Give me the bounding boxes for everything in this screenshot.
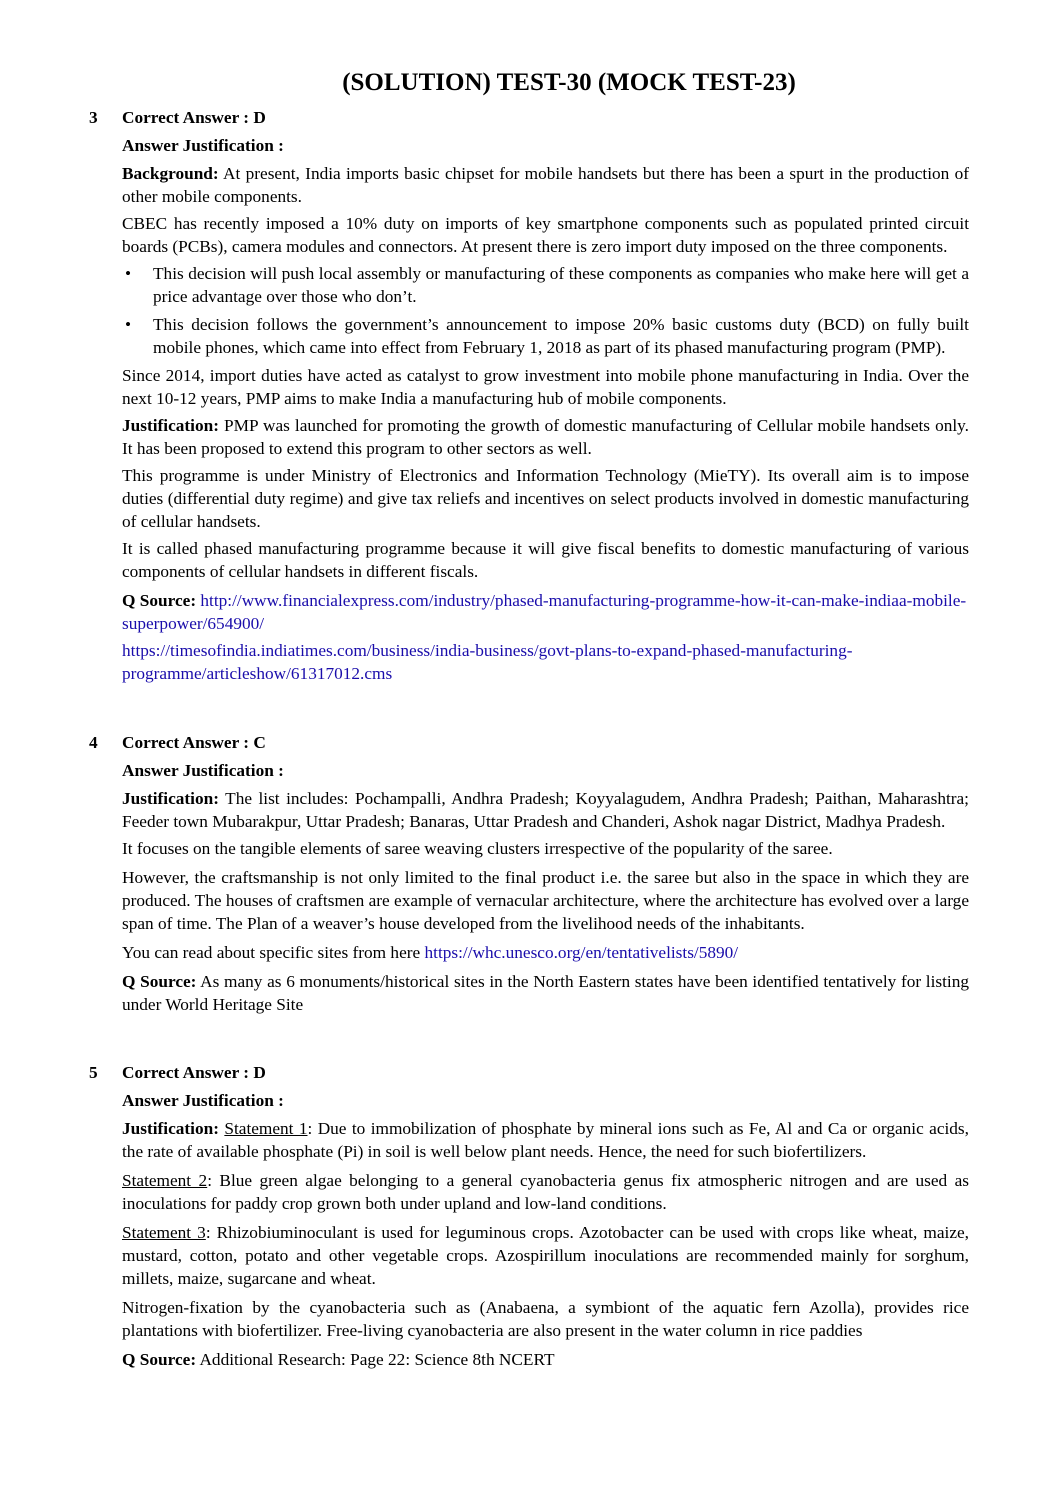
- answer-justification-heading: Answer Justification :: [122, 1091, 284, 1110]
- justification-label: Justification:: [122, 1119, 219, 1138]
- list-item: [122, 313, 969, 359]
- list-item-text: This decision follows the government’s announcement to impose 20% basic customs duty (BCD) on fully built mobile phones, which came into effect from February 1, 2018 as part of its phased manufacturing program (PMP).: [153, 315, 969, 357]
- qsource-link-paragraph: [122, 639, 969, 685]
- unesco-link[interactable]: https://whc.unesco.org/en/tentativelists/5890/: [424, 943, 739, 962]
- focuses-paragraph: It focuses on the tangible elements of saree weaving clusters irrespective of the popularity of the saree.: [122, 839, 833, 858]
- nitrogen-paragraph: Nitrogen-fixation by the cyanobacteria such as (Anabaena, a symbiont of the aquatic fern Azolla), provides rice plantations with biofertilizer. Free-living cyanobacteria are also present in the water column in rice paddies: [122, 1298, 969, 1340]
- statement3-text: : Rhizobiuminoculant is used for leguminous crops. Azotobacter can be used with crops like wheat, maize, mustard, cotton, potato and other vegetable crops. Azospirillum inoculations are recommended mainly for sorghum, millets, maize, sugarcane and wheat.: [122, 1223, 969, 1288]
- since-paragraph: Since 2014, import duties have acted as catalyst to grow investment into mobile phone manufacturing in India. Over the next 10-12 years, PMP aims to make India a manufacturing hub of mobile components.: [122, 366, 969, 408]
- background-paragraph: [122, 162, 969, 208]
- background-text: At present, India imports basic chipset for mobile handsets but there has been a spurt in the production of other mobile components.: [122, 164, 969, 206]
- called-paragraph: It is called phased manufacturing programme because it will give fiscal benefits to domestic manufacturing of various components of cellular handsets in different fiscals.: [122, 539, 969, 581]
- statement3-label: Statement 3: [122, 1223, 206, 1242]
- bullet-list: [122, 262, 969, 359]
- correct-answer: Correct Answer : D: [122, 108, 266, 127]
- qsource-label: Q Source:: [122, 1350, 197, 1369]
- correct-answer: Correct Answer : D: [122, 1063, 266, 1082]
- statement1-label: Statement 1: [224, 1119, 308, 1138]
- read-more-paragraph: [122, 941, 969, 964]
- qsource-paragraph: [122, 1348, 969, 1371]
- statement2-label: Statement 2: [122, 1171, 208, 1190]
- list-item: [122, 262, 969, 308]
- question-body: [122, 731, 969, 1020]
- page-title: (SOLUTION) TEST-30 (MOCK TEST-23): [342, 69, 796, 96]
- qsource-label: Q Source:: [122, 972, 197, 991]
- however-paragraph: However, the craftsmanship is not only limited to the final product i.e. the saree but also in the space in which they are produced. The houses of craftsmen are example of vernacular architecture, where the architecture has evolved over a large span of time. The Plan of a weaver’s house developed from the livelihood needs of the inhabitants.: [122, 868, 969, 933]
- statement1-text: : Due to immobilization of phosphate by mineral ions such as Fe, Al and Ca or organic acids, the rate of available phosphate (Pi) in soil is well below plant needs. Hence, the need for such biofertilizers.: [122, 1119, 969, 1161]
- qsource-paragraph: [122, 589, 969, 635]
- correct-answer: Correct Answer : C: [122, 733, 266, 752]
- qsource-link-timesofindia[interactable]: https://timesofindia.indiatimes.com/business/india-business/govt-plans-to-expand-phased-manufacturing-programme/articleshow/61317012.cms: [122, 641, 853, 683]
- background-label: Background:: [122, 164, 219, 183]
- question-number: 4: [89, 733, 98, 752]
- answer-justification-heading: Answer Justification :: [122, 761, 284, 780]
- qsource-paragraph: [122, 970, 969, 1016]
- bullet-icon: •: [125, 315, 132, 334]
- qsource-link-financialexpress[interactable]: http://www.financialexpress.com/industry/phased-manufacturing-programme-how-it-can-make-indiaa-mobile-superpower/654900/: [122, 591, 967, 633]
- justification-text: PMP was launched for promoting the growth of domestic manufacturing of Cellular mobile handsets only. It has been proposed to extend this program to other sectors as well.: [122, 416, 969, 458]
- question-number: 5: [89, 1063, 98, 1082]
- statement2-paragraph: [122, 1169, 969, 1215]
- justification-label: Justification:: [122, 789, 219, 808]
- qsource-text: As many as 6 monuments/historical sites in the North Eastern states have been identified tentatively for listing under World Heritage Site: [122, 972, 969, 1014]
- justification-label: Justification:: [122, 416, 219, 435]
- question-body: [122, 1061, 969, 1375]
- statement1-paragraph: [122, 1117, 969, 1163]
- cbec-paragraph: CBEC has recently imposed a 10% duty on imports of key smartphone components such as populated printed circuit boards (PCBs), camera modules and connectors. At present there is zero import duty imposed on the three components.: [122, 214, 969, 256]
- qsource-label: Q Source:: [122, 591, 197, 610]
- programme-paragraph: This programme is under Ministry of Electronics and Information Technology (MieTY). Its overall aim is to impose duties (differential duty regime) and give tax reliefs and incentives on select products involved in domestic manufacturing of cellular handsets.: [122, 466, 969, 531]
- justification-paragraph: [122, 787, 969, 833]
- justification-paragraph: [122, 414, 969, 460]
- statement2-text: : Blue green algae belonging to a general cyanobacteria genus fix atmospheric nitrogen and are used as inoculations for paddy crop grown both under upland and low-land conditions.: [122, 1171, 970, 1213]
- qsource-text: Additional Research: Page 22: Science 8th NCERT: [196, 1350, 555, 1369]
- justification-text: The list includes: Pochampalli, Andhra Pradesh; Koyyalagudem, Andhra Pradesh; Paithan, Maharashtra; Feeder town Mubarakpur, Uttar Pradesh; Banaras, Uttar Pradesh and Chanderi, Ashok nagar District, Madhya Pradesh.: [122, 789, 969, 831]
- question-number: 3: [89, 108, 98, 127]
- list-item-text: This decision will push local assembly or manufacturing of these components as companies who make here will get a price advantage over those who don’t.: [153, 264, 969, 306]
- answer-justification-heading: Answer Justification :: [122, 136, 284, 155]
- statement3-paragraph: [122, 1221, 969, 1290]
- read-more-text: You can read about specific sites from here: [122, 943, 425, 962]
- question-body: [122, 106, 969, 689]
- bullet-icon: •: [125, 264, 132, 283]
